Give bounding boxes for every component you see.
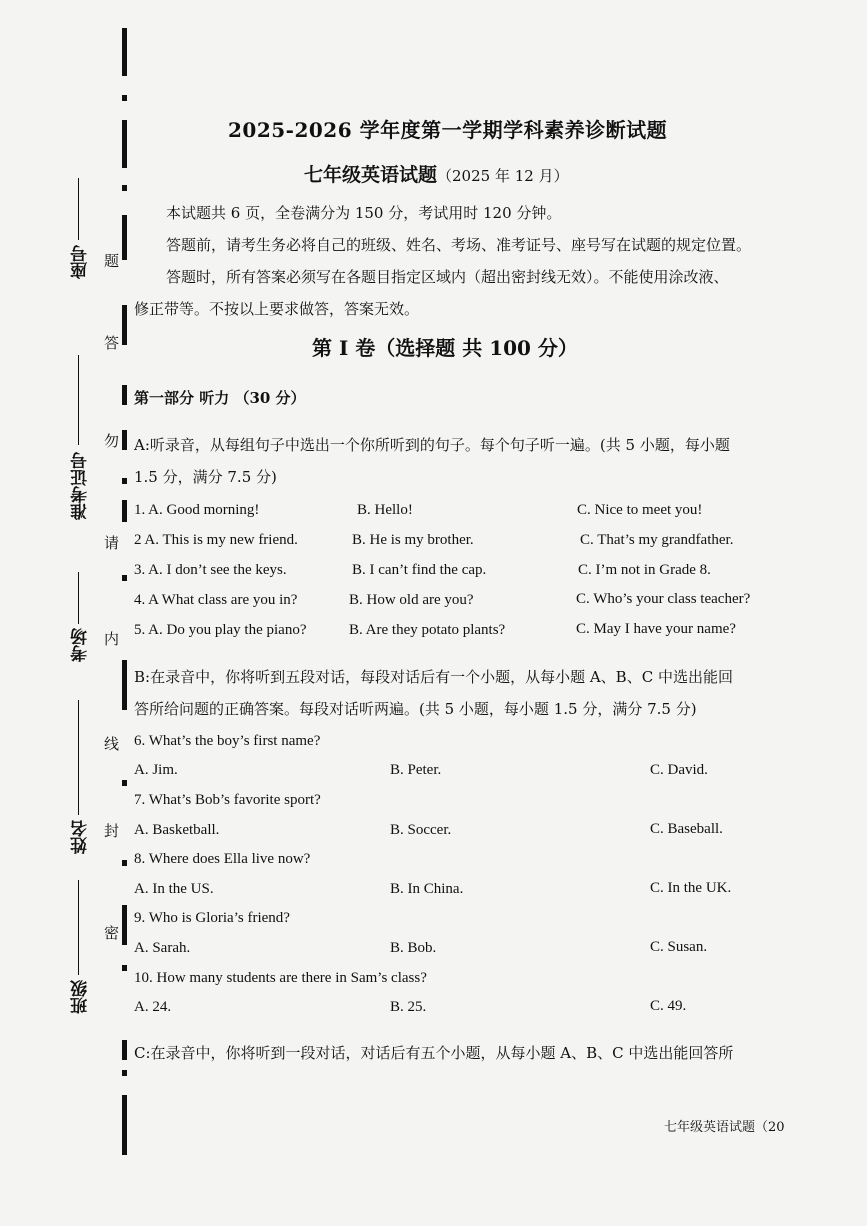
question-text: 9. Who is Gloria’s friend? [134, 910, 290, 926]
option-b: B. How old are you? [349, 592, 474, 608]
option-b: B. Soccer. [390, 822, 452, 838]
seal-char: 线 [104, 735, 120, 753]
option-a: 3. A. I don’t see the keys. [134, 562, 287, 578]
option-b: B. Hello! [357, 502, 413, 518]
part-title: 第一部分 听力 （30 分） [134, 389, 306, 407]
binding-bar [122, 500, 127, 522]
question-text: 6. What’s the boy’s first name? [134, 733, 321, 749]
option-a: A. 24. [134, 999, 172, 1015]
question-text: 7. What’s Bob’s favorite sport? [134, 792, 321, 808]
field-line [78, 700, 79, 815]
binding-bar [122, 1070, 127, 1076]
sidebar-field-name: 姓名 [71, 820, 91, 854]
option-c: C. That’s my grandfather. [580, 532, 734, 548]
instruction-line: 修正带等。不按以上要求做答，答案无效。 [134, 300, 420, 318]
binding-bar [122, 185, 127, 191]
option-b: B. 25. [390, 999, 427, 1015]
field-line [78, 880, 79, 975]
binding-bar [122, 305, 127, 345]
binding-bar [122, 860, 127, 866]
sidebar-field-class: 班级 [71, 980, 91, 1014]
seal-char: 封 [104, 822, 120, 840]
option-c: C. 49. [650, 998, 687, 1014]
instruction-line: 本试题共 6 页，全卷满分为 150 分，考试用时 120 分钟。 [166, 204, 562, 222]
binding-bar [122, 660, 127, 710]
binding-bar [122, 905, 127, 945]
part-a-intro: A:听录音，从每组句子中选出一个你所听到的句子。每个句子听一遍。(共 5 小题，每小题 [134, 436, 730, 454]
option-c: C. Baseball. [650, 821, 723, 837]
instruction-line: 答题时，所有答案必须写在各题目指定区域内（超出密封线无效）。不能使用涂改液、 [166, 268, 729, 286]
subject-title: 七年级英语试题 [304, 164, 438, 186]
seal-char: 答 [104, 334, 120, 352]
option-a: A. Sarah. [134, 940, 191, 956]
seal-char: 题 [104, 252, 120, 270]
sidebar-field-room: 考场 [71, 628, 91, 662]
seal-char: 勿 [104, 432, 120, 450]
option-c: C. In the UK. [650, 880, 732, 896]
seal-char: 内 [104, 630, 120, 648]
question-text: 10. How many students are there in Sam’s class? [134, 970, 427, 986]
field-line [78, 178, 79, 240]
option-a: A. Basketball. [134, 822, 220, 838]
binding-bar [122, 215, 127, 260]
option-c: C. Susan. [650, 939, 708, 955]
option-b: B. Peter. [390, 762, 442, 778]
seal-char: 密 [104, 924, 120, 942]
option-a: 5. A. Do you play the piano? [134, 622, 307, 638]
instruction-line: 答题前，请考生务必将自己的班级、姓名、考场、准考证号、座号写在试题的规定位置。 [166, 236, 752, 254]
part-b-intro: B:在录音中，你将听到五段对话，每段对话后有一个小题，从每小题 A、B、C 中选出能回 [134, 668, 733, 686]
exam-subtitle [304, 160, 569, 187]
part-c-intro: C:在录音中，你将听到一段对话，对话后有五个小题，从每小题 A、B、C 中选出能回答所 [134, 1044, 734, 1062]
exam-title: 2025-2026 学年度第一学期学科素养诊断试题 [228, 118, 668, 142]
binding-bar [122, 575, 127, 581]
option-b: B. Bob. [390, 940, 437, 956]
binding-bar [122, 95, 127, 101]
option-b: B. Are they potato plants? [349, 622, 506, 638]
sidebar-field-seat: 座号 [71, 245, 91, 279]
option-c: C. David. [650, 762, 708, 778]
part-a-intro: 1.5 分，满分 7.5 分) [134, 468, 277, 486]
option-a: 1. A. Good morning! [134, 502, 260, 518]
option-c: C. Nice to meet you! [577, 502, 703, 518]
question-text: 8. Where does Ella live now? [134, 851, 311, 867]
exam-date: （2025 年 12 月） [437, 167, 569, 185]
option-a: A. Jim. [134, 762, 178, 778]
seal-char: 请 [104, 534, 120, 552]
option-c: C. I’m not in Grade 8. [578, 562, 711, 578]
binding-bar [122, 430, 127, 450]
binding-bar [122, 1040, 127, 1060]
option-b: B. He is my brother. [352, 532, 474, 548]
binding-bar [122, 1095, 127, 1155]
option-a: 2 A. This is my new friend. [134, 532, 298, 548]
option-b: B. I can’t find the cap. [352, 562, 487, 578]
binding-bar [122, 28, 127, 76]
binding-bar [122, 120, 127, 168]
option-c: C. May I have your name? [576, 621, 736, 637]
sidebar-field-ticket: 准考证号 [71, 452, 91, 520]
field-line [78, 355, 79, 445]
section-title: 第 I 卷（选择题 共 100 分） [312, 336, 578, 360]
binding-bar [122, 385, 127, 405]
option-c: C. Who’s your class teacher? [576, 591, 751, 607]
page-footer: 七年级英语试题（20 [664, 1120, 785, 1135]
binding-bar [122, 780, 127, 786]
field-line [78, 572, 79, 624]
option-a: 4. A What class are you in? [134, 592, 298, 608]
binding-bar [122, 478, 127, 484]
binding-bar [122, 965, 127, 971]
option-b: B. In China. [390, 881, 464, 897]
option-a: A. In the US. [134, 881, 214, 897]
part-b-intro: 答所给问题的正确答案。每段对话听两遍。(共 5 小题，每小题 1.5 分，满分 7.5 分) [134, 700, 697, 718]
